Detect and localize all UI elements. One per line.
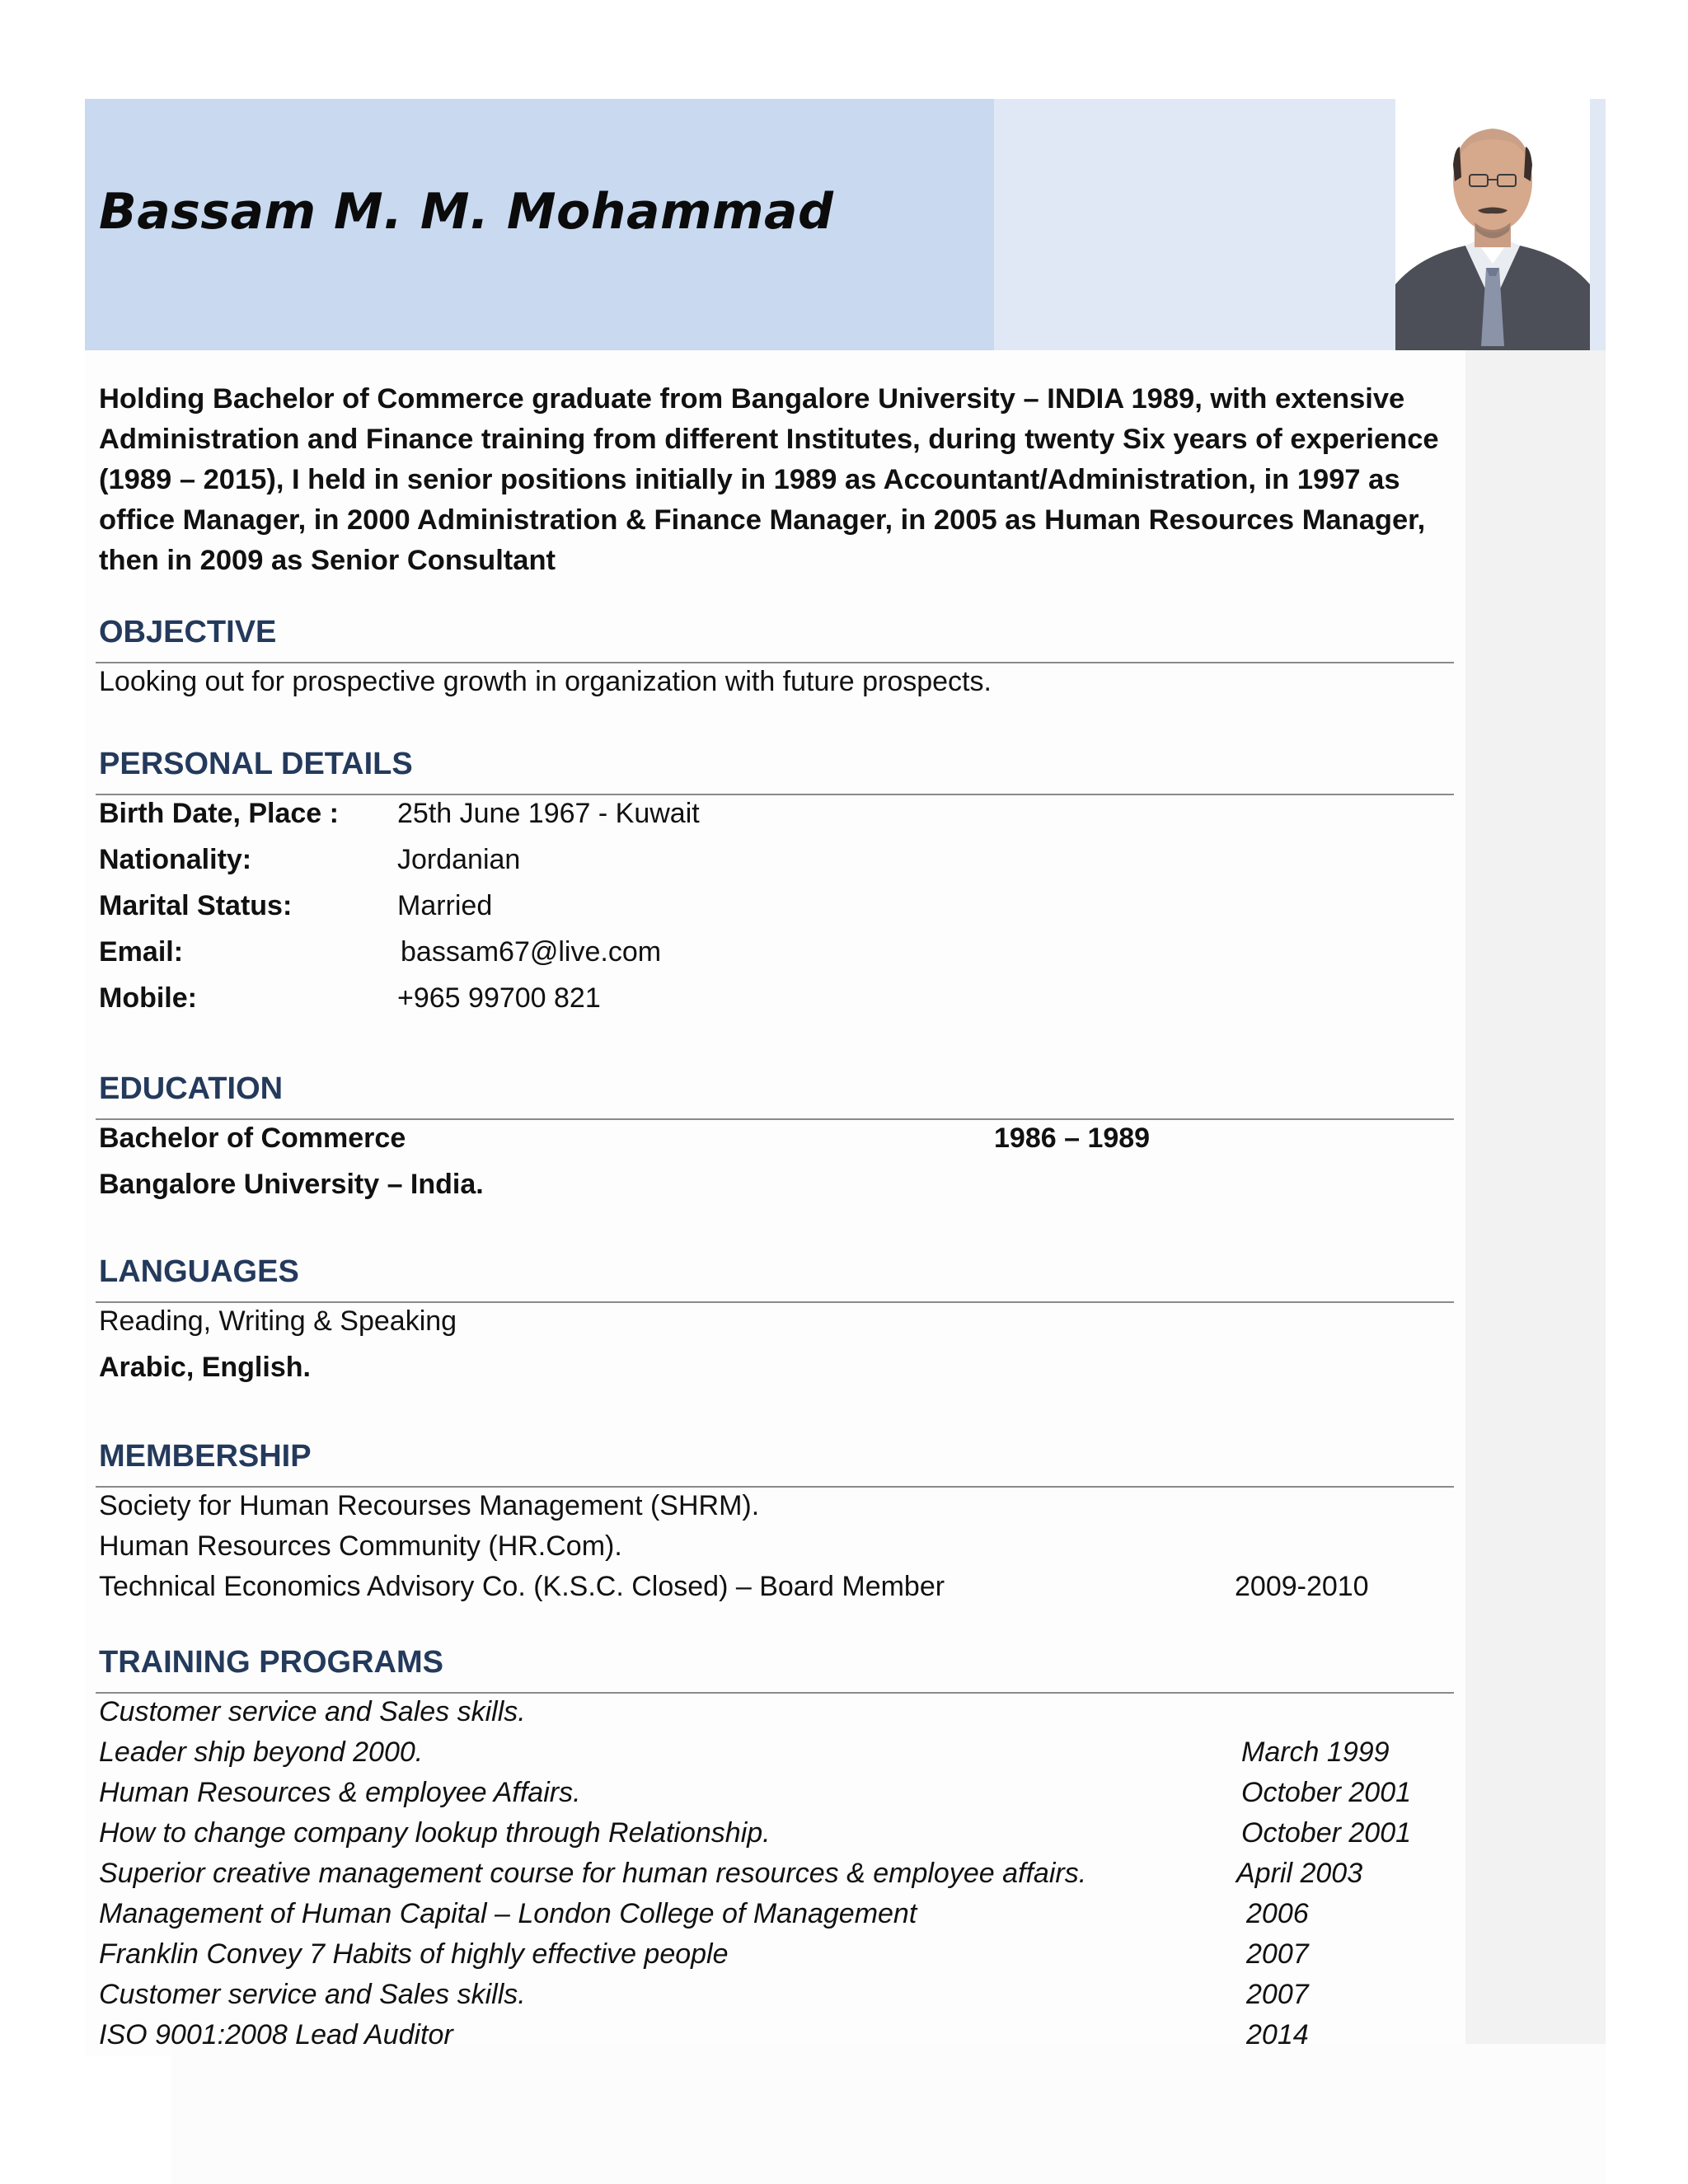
training-date: October 2001 xyxy=(1241,1777,1412,1808)
training-item: Human Resources & employee Affairs. xyxy=(99,1777,581,1808)
section-divider xyxy=(96,794,1454,795)
membership-item: Human Resources Community (HR.Com). xyxy=(99,1530,622,1562)
training-item: Superior creative management course for human resources & employee affairs. xyxy=(99,1858,1087,1889)
email-label: Email: xyxy=(99,936,184,968)
mobile-label: Mobile: xyxy=(99,982,197,1014)
birth-value: 25th June 1967 - Kuwait xyxy=(397,798,700,829)
training-date: April 2003 xyxy=(1236,1858,1363,1889)
education-years: 1986 – 1989 xyxy=(994,1122,1151,1154)
section-divider xyxy=(96,662,1454,663)
training-item: How to change company lookup through Relationship. xyxy=(99,1817,771,1849)
page-bottom-tint xyxy=(171,2044,1606,2184)
section-title-membership: MEMBERSHIP xyxy=(99,1439,312,1474)
section-title-training-programs: TRAINING PROGRAMS xyxy=(99,1645,443,1680)
training-item: Leader ship beyond 2000. xyxy=(99,1736,424,1768)
profile-photo-illustration xyxy=(1395,99,1590,350)
training-item: Franklin Convey 7 Habits of highly effective people xyxy=(99,1938,729,1970)
membership-item: Technical Economics Advisory Co. (K.S.C. Closed) – Board Member xyxy=(99,1571,945,1602)
section-divider xyxy=(96,1118,1454,1120)
nationality-label: Nationality: xyxy=(99,844,252,875)
section-title-objective: OBJECTIVE xyxy=(99,615,277,649)
section-title-languages: LANGUAGES xyxy=(99,1254,299,1289)
language-skills: Reading, Writing & Speaking xyxy=(99,1305,457,1337)
education-university: Bangalore University – India. xyxy=(99,1169,484,1200)
training-date: October 2001 xyxy=(1241,1817,1412,1849)
training-date: 2007 xyxy=(1246,1938,1309,1970)
section-divider xyxy=(96,1692,1454,1694)
training-item: Customer service and Sales skills. xyxy=(99,1696,526,1727)
section-divider xyxy=(96,1486,1454,1488)
training-date: 2007 xyxy=(1246,1979,1309,2010)
email-value[interactable]: bassam67@live.com xyxy=(401,936,662,968)
section-title-education: EDUCATION xyxy=(99,1071,284,1106)
education-degree: Bachelor of Commerce xyxy=(99,1122,406,1154)
birth-label: Birth Date, Place : xyxy=(99,798,339,829)
marital-status-label: Marital Status: xyxy=(99,890,293,921)
section-divider xyxy=(96,1301,1454,1303)
candidate-name: Bassam M. M. Mohammad xyxy=(99,183,834,241)
mobile-value: +965 99700 821 xyxy=(397,982,601,1014)
training-item: Management of Human Capital – London College of Management xyxy=(99,1898,917,1929)
membership-year: 2009-2010 xyxy=(1235,1571,1369,1602)
training-item: ISO 9001:2008 Lead Auditor xyxy=(99,2019,453,2050)
profile-photo xyxy=(1395,99,1590,350)
training-item: Customer service and Sales skills. xyxy=(99,1979,526,2010)
membership-item: Society for Human Recourses Management (SHRM). xyxy=(99,1490,760,1521)
nationality-value: Jordanian xyxy=(397,844,521,875)
objective-text: Looking out for prospective growth in organization with future prospects. xyxy=(99,666,992,697)
training-date: 2014 xyxy=(1246,2019,1309,2050)
training-date: March 1999 xyxy=(1241,1736,1390,1768)
side-strip xyxy=(1465,350,1606,2056)
marital-status-value: Married xyxy=(397,890,493,921)
section-title-personal-details: PERSONAL DETAILS xyxy=(99,747,413,781)
training-date: 2006 xyxy=(1246,1898,1309,1929)
language-list: Arabic, English. xyxy=(99,1352,311,1383)
profile-summary: Holding Bachelor of Commerce graduate from Bangalore University – INDIA 1989, with extensive Administration and Finance training from different Institutes, during twenty Six years of experience (1989 – 2015), I held in senior positions initially in 1989 as Accountant/Administration, in 1997 as office Manager, in 2000 Administration & Finance Manager, in 2005 as Human Resources Manager, then in 2009 as Senior Consultant xyxy=(99,383,1439,576)
